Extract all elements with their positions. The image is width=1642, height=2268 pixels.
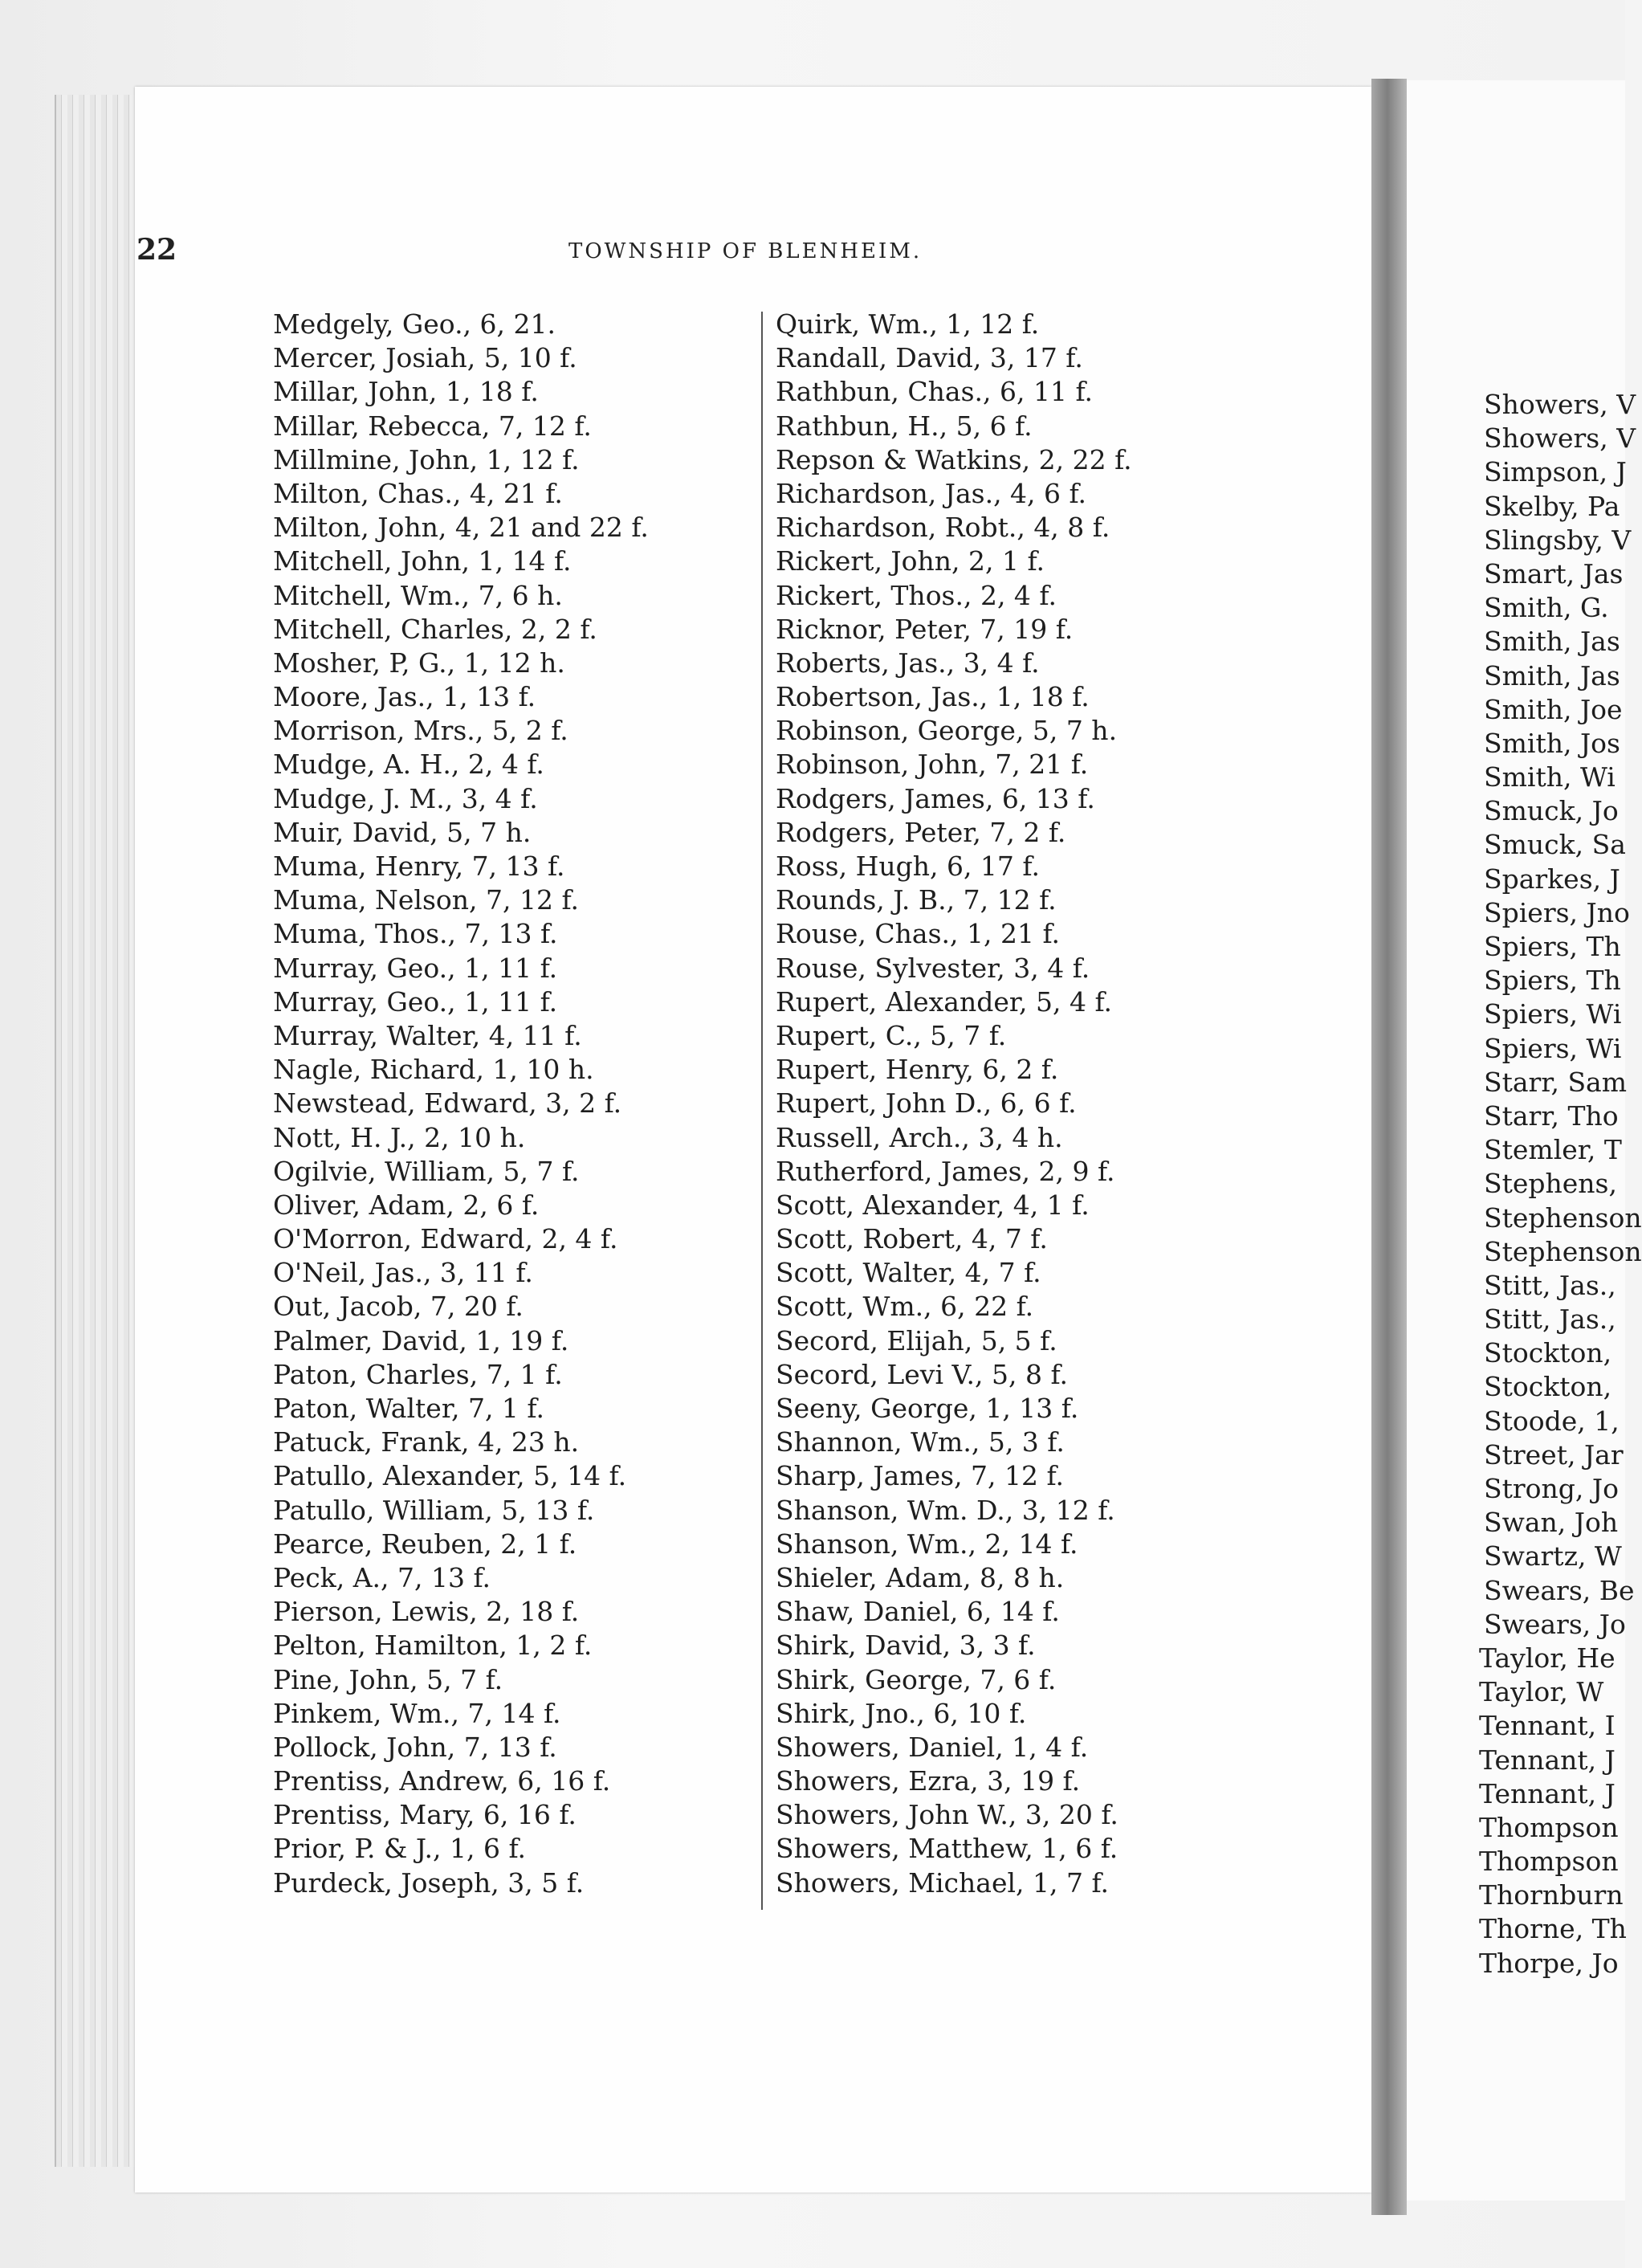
directory-entry: Scott, Alexander, 4, 1 f. [776, 1189, 1090, 1221]
directory-entry: Thornburn [1479, 1879, 1624, 1911]
directory-entry: Tennant, I [1479, 1710, 1616, 1742]
directory-entry: Spiers, Jno [1484, 896, 1630, 928]
directory-entry: Robertson, Jas., 1, 18 f. [776, 681, 1090, 713]
directory-entry: Muir, David, 5, 7 h. [273, 816, 532, 848]
directory-entry: Patullo, Alexander, 5, 14 f. [273, 1460, 627, 1492]
directory-entry: Ricknor, Peter, 7, 19 f. [776, 613, 1074, 645]
directory-entry: Simpson, J [1484, 456, 1627, 488]
directory-entry: Stephenson [1484, 1235, 1642, 1267]
directory-entry: Muma, Henry, 7, 13 f. [273, 850, 565, 882]
directory-entry: Moore, Jas., 1, 13 f. [273, 681, 536, 713]
book-gutter [1371, 79, 1407, 2215]
directory-entry: Smith, G. [1484, 592, 1609, 624]
directory-entry: Street, Jar [1484, 1438, 1624, 1471]
directory-entry: Mercer, Josiah, 5, 10 f. [273, 342, 577, 374]
directory-entry: Shannon, Wm., 5, 3 f. [776, 1426, 1065, 1458]
directory-entry: Medgely, Geo., 6, 21. [273, 308, 556, 340]
directory-entry: Pearce, Reuben, 2, 1 f. [273, 1528, 577, 1560]
directory-entry: Showers, V [1484, 389, 1636, 420]
directory-entry: Rupert, Henry, 6, 2 f. [776, 1054, 1059, 1086]
directory-entry: Purdeck, Joseph, 3, 5 f. [273, 1866, 585, 1899]
directory-entry: Swartz, W [1484, 1540, 1622, 1573]
directory-entry: Randall, David, 3, 17 f. [776, 342, 1083, 374]
directory-entry: Swears, Jo [1484, 1608, 1626, 1640]
directory-entry: Tennant, J [1479, 1777, 1616, 1809]
directory-entry: Pelton, Hamilton, 1, 2 f. [273, 1630, 593, 1662]
directory-entry: Ross, Hugh, 6, 17 f. [776, 850, 1040, 882]
directory-entry: Strong, Jo [1484, 1473, 1619, 1504]
directory-entry: Showers, Matthew, 1, 6 f. [776, 1833, 1118, 1865]
directory-entry: Secord, Levi V., 5, 8 f. [776, 1358, 1069, 1390]
directory-entry: Slingsby, V [1484, 524, 1632, 556]
directory-entry: Showers, Ezra, 3, 19 f. [776, 1765, 1081, 1797]
directory-entry: Millar, Rebecca, 7, 12 f. [273, 410, 592, 442]
directory-entry: Sparkes, J [1484, 863, 1620, 895]
directory-entry: Repson & Watkins, 2, 22 f. [776, 443, 1132, 475]
directory-entry: Rodgers, Peter, 7, 2 f. [776, 816, 1066, 848]
left-column [273, 308, 649, 1900]
directory-entry: Scott, Wm., 6, 22 f. [776, 1291, 1034, 1323]
directory-entry: Stitt, Jas., [1484, 1303, 1616, 1336]
directory-entry: Rickert, Thos., 2, 4 f. [776, 579, 1057, 611]
right-column [776, 308, 1132, 1900]
directory-entry: Smuck, Sa [1484, 829, 1626, 861]
directory-entry: Shirk, Jno., 6, 10 f. [776, 1697, 1027, 1729]
directory-entry: Smith, Jas [1484, 626, 1620, 658]
directory-entry: Stitt, Jas., [1484, 1269, 1616, 1301]
directory-entry: Swan, Joh [1484, 1507, 1619, 1539]
directory-entry: Nagle, Richard, 1, 10 h. [273, 1054, 594, 1086]
directory-entry: Pollock, John, 7, 13 f. [273, 1731, 557, 1763]
directory-entry: Rupert, Alexander, 5, 4 f. [776, 985, 1112, 1018]
directory-entry: Murray, Geo., 1, 11 f. [273, 985, 558, 1018]
directory-entry: Showers, Michael, 1, 7 f. [776, 1866, 1109, 1899]
directory-entry: Mosher, P, G., 1, 12 h. [273, 647, 565, 679]
directory-entry: Robinson, George, 5, 7 h. [776, 715, 1118, 747]
directory-entry: Scott, Walter, 4, 7 f. [776, 1257, 1041, 1289]
directory-entry: Spiers, Th [1484, 965, 1621, 997]
directory-entry: Patullo, William, 5, 13 f. [273, 1494, 595, 1526]
directory-entry: Thorne, Th [1479, 1913, 1627, 1945]
directory-entry: Muma, Thos., 7, 13 f. [273, 918, 558, 950]
directory-entry: Stephenson [1484, 1201, 1642, 1234]
directory-entry: Pierson, Lewis, 2, 18 f. [273, 1596, 580, 1628]
directory-entry: Smith, Joe [1484, 693, 1623, 725]
directory-entry: Sharp, James, 7, 12 f. [776, 1460, 1065, 1492]
facing-column [1479, 388, 1642, 1980]
directory-entry: Rickert, John, 2, 1 f. [776, 545, 1045, 577]
directory-entry: Scott, Robert, 4, 7 f. [776, 1223, 1048, 1255]
directory-entry: Murray, Geo., 1, 11 f. [273, 952, 558, 984]
directory-entry: Taylor, He [1479, 1642, 1616, 1674]
directory-entry: Roberts, Jas., 3, 4 f. [776, 647, 1040, 679]
directory-entry: Stockton, [1484, 1337, 1612, 1369]
page-number: 22 [136, 233, 177, 267]
directory-entry: Starr, Tho [1484, 1099, 1619, 1132]
directory-entry: Secord, Elijah, 5, 5 f. [776, 1324, 1057, 1356]
directory-entry: Skelby, Pa [1484, 490, 1620, 522]
directory-entry: O'Neil, Jas., 3, 11 f. [273, 1257, 533, 1289]
directory-entry: Palmer, David, 1, 19 f. [273, 1324, 569, 1356]
directory-entry: Rounds, J. B., 7, 12 f. [776, 884, 1057, 916]
directory-entry: Shaw, Daniel, 6, 14 f. [776, 1596, 1060, 1628]
directory-entry: Tennant, J [1479, 1744, 1616, 1776]
directory-entry: Rouse, Sylvester, 3, 4 f. [776, 952, 1090, 984]
directory-entry: Mitchell, Charles, 2, 2 f. [273, 613, 597, 645]
directory-entry: Millmine, John, 1, 12 f. [273, 443, 580, 475]
directory-entry: Milton, Chas., 4, 21 f. [273, 477, 563, 509]
directory-entry: Russell, Arch., 3, 4 h. [776, 1121, 1063, 1153]
directory-entry: Rouse, Chas., 1, 21 f. [776, 918, 1060, 950]
directory-entry: Ogilvie, William, 5, 7 f. [273, 1155, 580, 1187]
directory-entry: Thompson [1479, 1811, 1619, 1843]
directory-entry: Morrison, Mrs., 5, 2 f. [273, 715, 568, 747]
directory-entry: Stephens, [1484, 1168, 1617, 1200]
directory-entry: Taylor, W [1479, 1676, 1604, 1708]
directory-entry: Spiers, Th [1484, 931, 1621, 962]
directory-entry: Smith, Jas [1484, 659, 1620, 691]
directory-entry: Nott, H. J., 2, 10 h. [273, 1121, 526, 1153]
directory-entry: Smart, Jas [1484, 557, 1624, 589]
facing-page [1407, 80, 1642, 2201]
directory-entry: Starr, Sam [1484, 1066, 1628, 1098]
directory-entry: Thompson [1479, 1846, 1619, 1878]
directory-entry: Prentiss, Andrew, 6, 16 f. [273, 1765, 611, 1797]
directory-entry: Shanson, Wm. D., 3, 12 f. [776, 1494, 1115, 1526]
directory-entry: Stemler, T [1484, 1134, 1622, 1166]
directory-entry: Thorpe, Jo [1479, 1947, 1619, 1979]
directory-entry: Showers, John W., 3, 20 f. [776, 1799, 1118, 1831]
directory-entry: Pinkem, Wm., 7, 14 f. [273, 1697, 561, 1729]
directory-entry: Mudge, A. H., 2, 4 f. [273, 749, 544, 781]
directory-entry: Richardson, Robt., 4, 8 f. [776, 512, 1110, 544]
directory-entry: Showers, V [1484, 422, 1636, 455]
directory-entry: Shirk, George, 7, 6 f. [776, 1663, 1057, 1695]
directory-entry: Paton, Walter, 7, 1 f. [273, 1393, 544, 1424]
directory-entry: Paton, Charles, 7, 1 f. [273, 1358, 563, 1390]
directory-entry: Out, Jacob, 7, 20 f. [273, 1291, 524, 1323]
directory-entry: Muma, Nelson, 7, 12 f. [273, 884, 579, 916]
directory-entry: Richardson, Jas., 4, 6 f. [776, 477, 1087, 509]
directory-entry: O'Morron, Edward, 2, 4 f. [273, 1223, 618, 1255]
directory-entry: Spiers, Wi [1484, 998, 1622, 1030]
directory-entry: Quirk, Wm., 1, 12 f. [776, 308, 1040, 340]
directory-entry: Stockton, [1484, 1371, 1612, 1403]
directory-entry: Rathbun, Chas., 6, 11 f. [776, 376, 1093, 408]
directory-entry: Smith, Wi [1484, 761, 1616, 793]
directory-entry: Oliver, Adam, 2, 6 f. [273, 1189, 540, 1221]
directory-entry: Mitchell, Wm., 7, 6 h. [273, 579, 563, 611]
directory-entry: Rupert, John D., 6, 6 f. [776, 1087, 1077, 1120]
directory-entry: Patuck, Frank, 4, 23 h. [273, 1426, 580, 1458]
directory-entry: Murray, Walter, 4, 11 f. [273, 1019, 582, 1051]
directory-entry: Prior, P. & J., 1, 6 f. [273, 1833, 527, 1865]
directory-entry: Millar, John, 1, 18 f. [273, 376, 539, 408]
directory-entry: Prentiss, Mary, 6, 16 f. [273, 1799, 577, 1831]
directory-entry: Spiers, Wi [1484, 1032, 1622, 1064]
directory-entry: Newstead, Edward, 3, 2 f. [273, 1087, 622, 1120]
directory-entry: Shirk, David, 3, 3 f. [776, 1630, 1036, 1662]
directory-entry: Robinson, John, 7, 21 f. [776, 749, 1089, 781]
directory-entry: Stoode, 1, [1484, 1405, 1620, 1437]
directory-entry: Milton, John, 4, 21 and 22 f. [273, 512, 649, 544]
directory-entry: Shieler, Adam, 8, 8 h. [776, 1561, 1065, 1593]
directory-entry: Smith, Jos [1484, 727, 1620, 759]
column-rule [761, 312, 763, 1910]
directory-entry: Swears, Be [1484, 1574, 1635, 1606]
directory-entry: Mitchell, John, 1, 14 f. [273, 545, 572, 577]
directory-entry: Rutherford, James, 2, 9 f. [776, 1155, 1115, 1187]
running-title: TOWNSHIP OF BLENHEIM. [568, 239, 923, 263]
page-edges [55, 95, 145, 2167]
directory-entry: Mudge, J. M., 3, 4 f. [273, 782, 538, 814]
directory-entry: Smuck, Jo [1484, 795, 1619, 827]
directory-entry: Rupert, C., 5, 7 f. [776, 1019, 1007, 1051]
directory-entry: Peck, A., 7, 13 f. [273, 1561, 491, 1593]
directory-entry: Seeny, George, 1, 13 f. [776, 1393, 1079, 1424]
directory-entry: Rathbun, H., 5, 6 f. [776, 410, 1033, 442]
directory-entry: Shanson, Wm., 2, 14 f. [776, 1528, 1078, 1560]
directory-entry: Rodgers, James, 6, 13 f. [776, 782, 1095, 814]
directory-entry: Pine, John, 5, 7 f. [273, 1663, 503, 1695]
directory-entry: Showers, Daniel, 1, 4 f. [776, 1731, 1089, 1763]
